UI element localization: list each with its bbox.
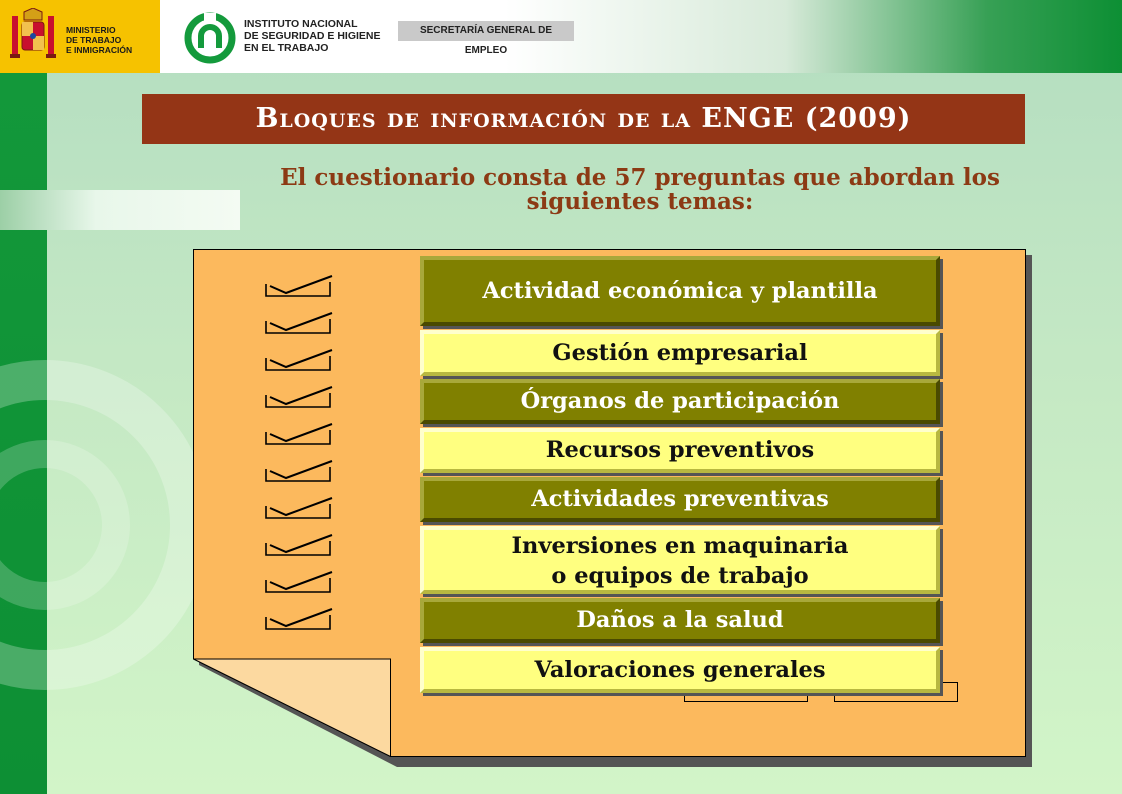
- checkbox-check-icon: [264, 492, 334, 520]
- checkbox-check-icon: [264, 455, 334, 483]
- ministry-block: [0, 0, 160, 73]
- topic-block: [420, 256, 940, 326]
- topic-label: Órganos de participación: [520, 388, 840, 414]
- topic-label: Actividades preventivas: [531, 486, 829, 512]
- checkbox-check-icon: [264, 566, 334, 594]
- institute-name: INSTITUTO NACIONAL DE SEGURIDAD E HIGIENE EN EL TRABAJO: [244, 18, 381, 54]
- checkbox-check-icon: [264, 529, 334, 557]
- secretaria-badge: SECRETARÍA GENERAL DE EMPLEO: [398, 21, 574, 41]
- topic-block: [420, 526, 940, 594]
- checkbox-check-icon: [264, 418, 334, 446]
- topic-block: [420, 647, 940, 693]
- checkbox-check-icon: [264, 270, 334, 298]
- topic-label: Recursos preventivos: [545, 437, 815, 463]
- spain-crest-icon: [8, 8, 58, 64]
- topic-label: Daños a la salud: [576, 607, 784, 633]
- topic-label: Actividad económica y plantilla: [482, 278, 878, 304]
- insht-logo-icon: [184, 12, 236, 64]
- topic-label: Valoraciones generales: [534, 657, 826, 683]
- topic-block: [420, 428, 940, 473]
- topic-label-line1: Inversiones en maquinaria: [511, 533, 849, 559]
- left-light-stripe: [0, 190, 240, 230]
- topic-block: [420, 379, 940, 424]
- checkbox-check-icon: [264, 344, 334, 372]
- ministry-name: MINISTERIO DE TRABAJO E INMIGRACIÓN: [66, 25, 133, 55]
- header-banner: [0, 0, 1122, 73]
- checkbox-check-icon: [264, 381, 334, 409]
- checkbox-check-icon: [264, 307, 334, 335]
- topic-block: [420, 330, 940, 376]
- topic-block: [420, 477, 940, 522]
- topic-label-line2: o equipos de trabajo: [551, 563, 809, 589]
- page-title: Bloques de información de la ENGE (2009): [142, 94, 1025, 144]
- topic-block: [420, 598, 940, 643]
- subtitle: El cuestionario consta de 57 preguntas que abordan los siguientes temas:: [280, 164, 1000, 215]
- topic-label: Gestión empresarial: [552, 340, 808, 366]
- checkbox-check-icon: [264, 603, 334, 631]
